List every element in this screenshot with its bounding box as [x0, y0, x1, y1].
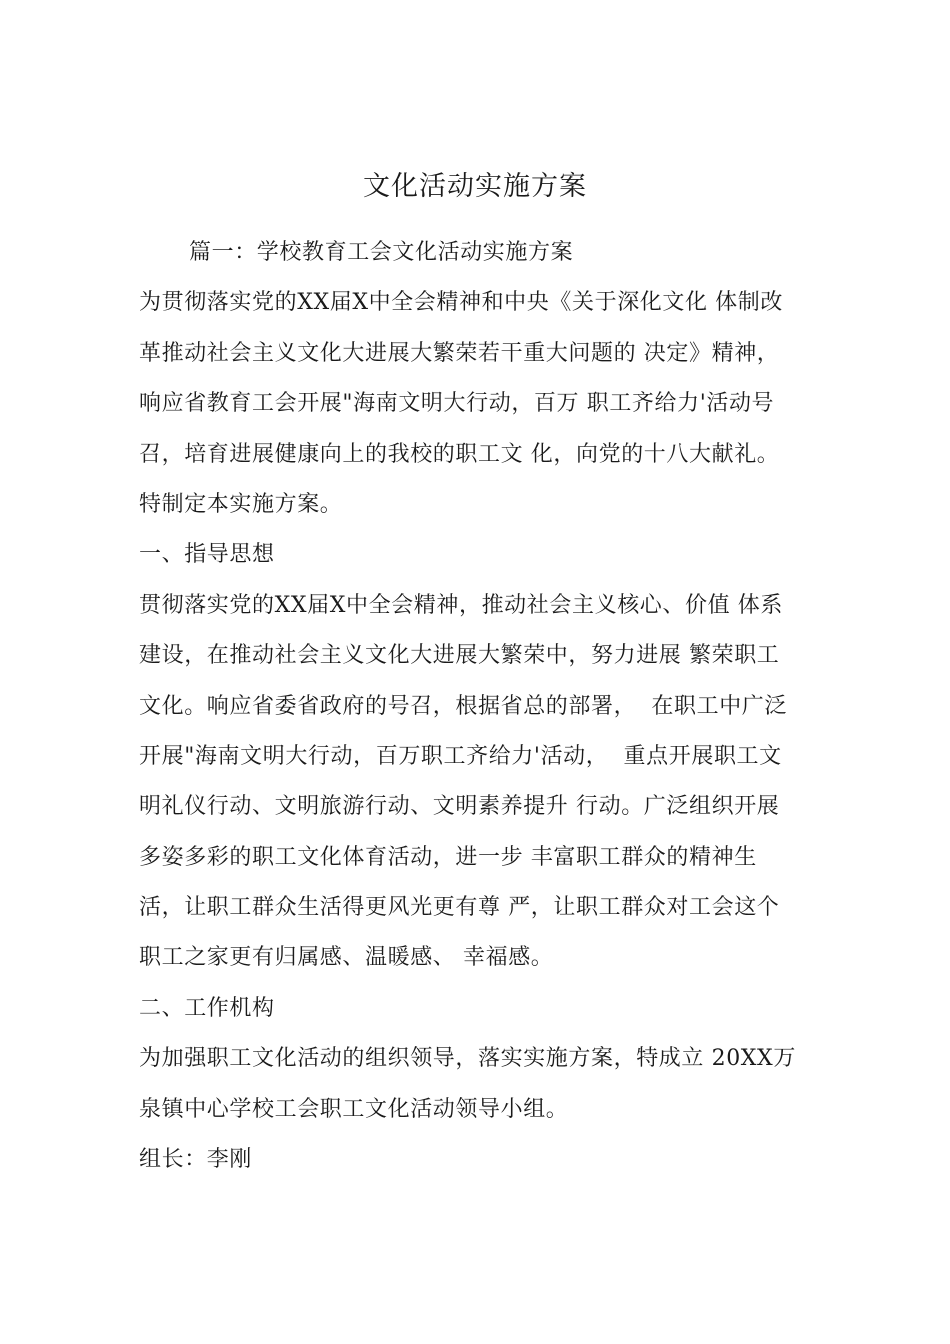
paragraph-line: 开展"海南文明大行动，百万职工齐给力'活动， 重点开展职工文 [139, 743, 782, 769]
paragraph-line: 泉镇中心学校工会职工文化活动领导小组。 [139, 1096, 569, 1122]
intro-line: 召，培育进展健康向上的我校的职工文 化，向党的十八大献礼。 [139, 441, 780, 467]
paragraph-line: 为加强职工文化活动的组织领导，落实实施方案，特成立 20XX万 [139, 1046, 796, 1072]
paragraph-line: 活，让职工群众生活得更风光更有尊 严，让职工群众对工会这个 [139, 895, 780, 921]
paragraph-line: 贯彻落实党的XX届X中全会精神，推动社会主义核心、价值 体系 [139, 592, 783, 618]
document-body [139, 228, 839, 1185]
intro-line: 革推动社会主义文化大进展大繁荣若干重大问题的 决定》精神， [139, 340, 780, 366]
paragraph-line: 建设，在推动社会主义文化大进展大繁荣中，努力进展 繁荣职工 [139, 643, 780, 669]
paragraph-line: 明礼仪行动、文明旅游行动、文明素养提升 行动。广泛组织开展 [139, 794, 780, 820]
paragraph-line: 多姿多彩的职工文化体育活动，进一步 丰富职工群众的精神生 [139, 844, 757, 870]
section-heading: 一、指导思想 [139, 542, 275, 568]
intro-line: 特制定本实施方案。 [139, 491, 343, 517]
document-title: 文化活动实施方案 [363, 171, 587, 202]
intro-line: 响应省教育工会开展"海南文明大行动，百万 职工齐给力'活动号 [139, 391, 775, 417]
subtitle: 篇一：学校教育工会文化活动实施方案 [189, 240, 574, 265]
paragraph-line: 文化。响应省委省政府的号召，根据省总的部署， 在职工中广泛 [139, 693, 787, 719]
leader-line: 组长：李刚 [139, 1147, 253, 1173]
section-heading: 二、工作机构 [139, 995, 275, 1021]
intro-line: 为贯彻落实党的XX届X中全会精神和中央《关于深化文化 体制改 [139, 290, 783, 316]
paragraph-line: 职工之家更有归属感、温暖感、 幸福感。 [139, 945, 554, 971]
